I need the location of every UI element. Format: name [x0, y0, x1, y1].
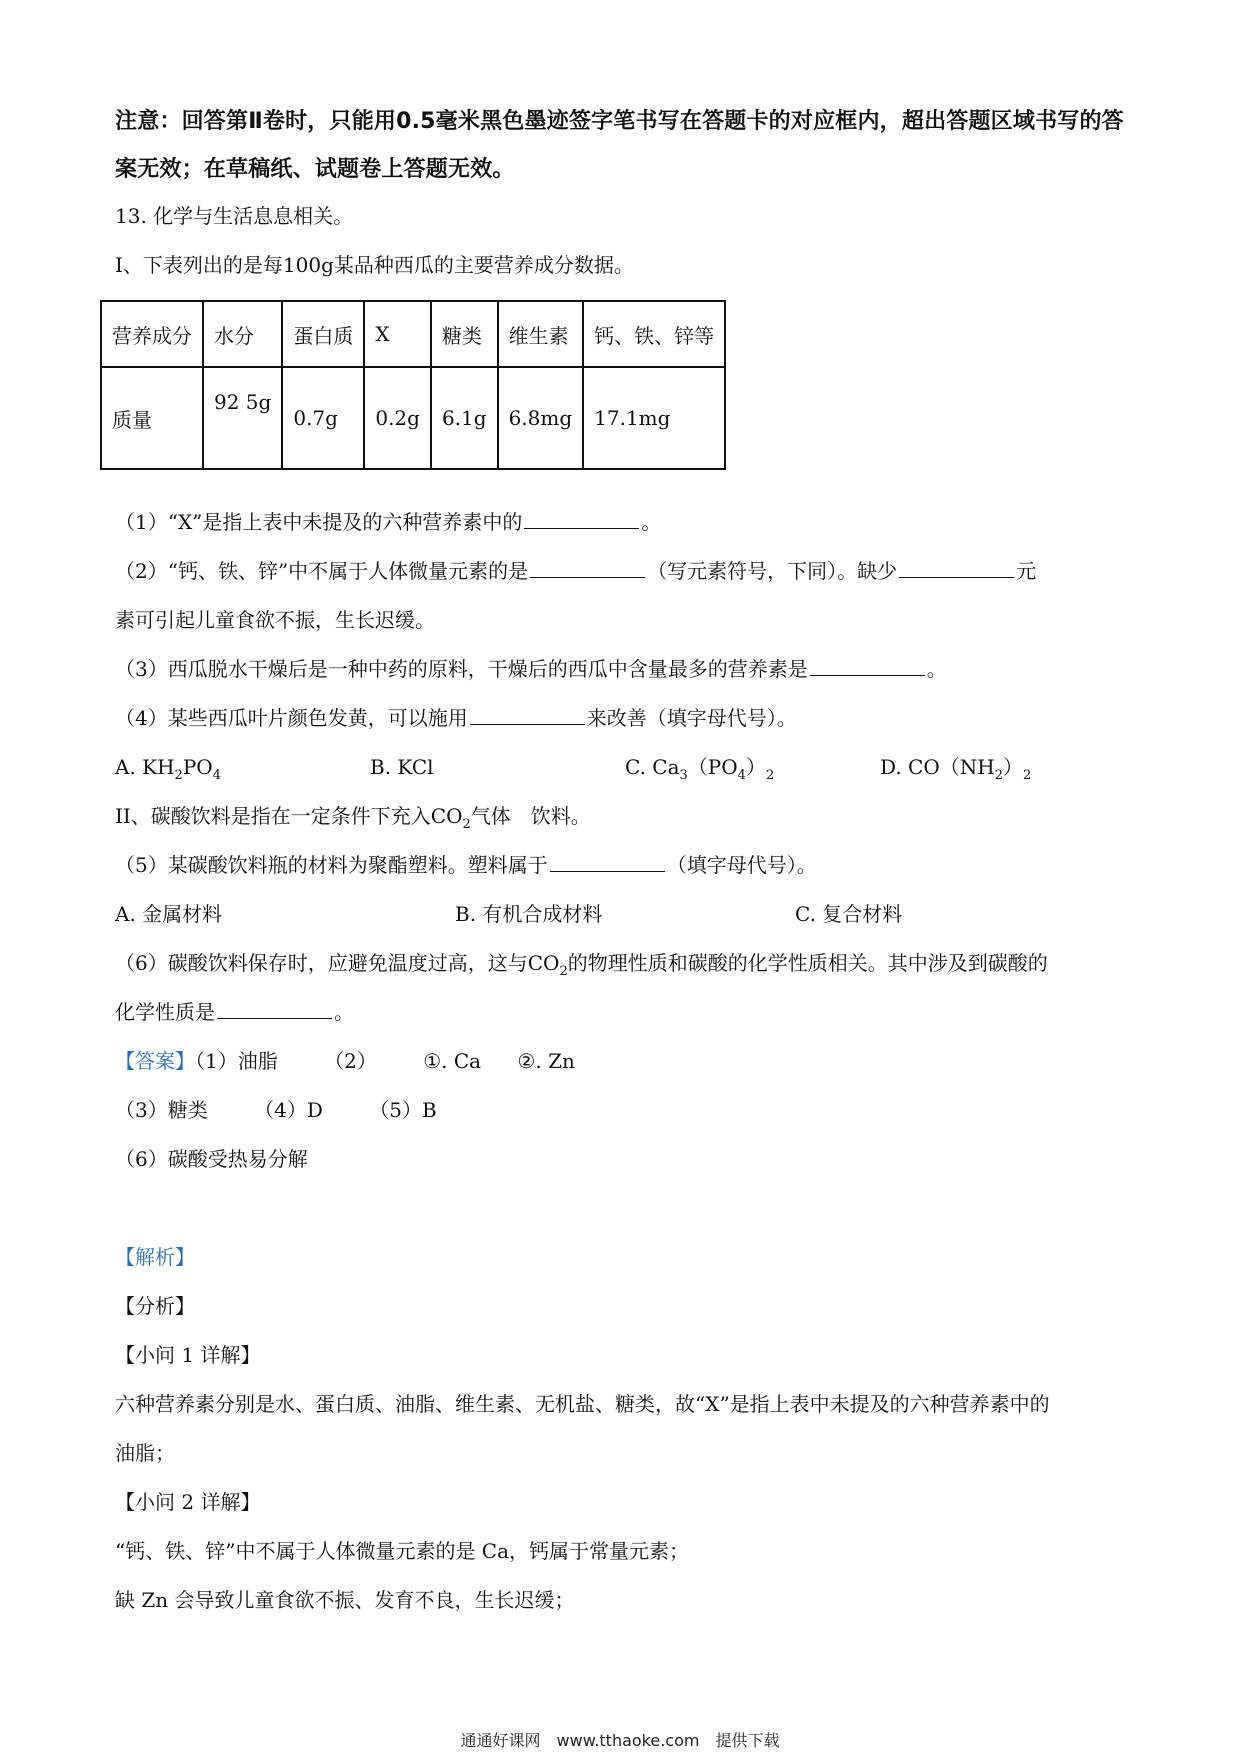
option-a: A. $KH_2PO_4$ [115, 755, 221, 783]
subquestion-2-heading: 【小问 2 详解】 [115, 1490, 261, 1514]
option-a: A. 金属材料 [115, 902, 223, 926]
answer-blank [217, 998, 332, 1019]
notice: 注意：回答第Ⅱ卷时，只能用0.5毫米黑色墨迹签字笔书写在答题卡的对应框内，超出答题区域书写的答案无效；在草稿纸、试题卷上答题无效。 [115, 109, 1124, 182]
table-cell: 92 5g [203, 367, 282, 469]
table-cell: 17.1mg [583, 367, 725, 469]
table-header-cell: X [364, 301, 431, 367]
question-3: （3）西瓜脱水干燥后是一种中药的原料，干燥后的西瓜中含量最多的营养素是 。 [115, 657, 947, 681]
table-cell: 6.8mg [498, 367, 584, 469]
question-5: （5）某碳酸饮料瓶的材料为聚酯塑料。塑料属于 （填字母代号）。 [115, 853, 817, 877]
answer-blank [530, 557, 645, 578]
option-b: B. KCl [370, 755, 434, 779]
document-page [112, 98, 1130, 1635]
subquestion-2-text: “钙、铁、锌”中不属于人体微量元素的是 Ca，钙属于常量元素； [115, 1539, 690, 1563]
subquestion-2-text-continued: 缺 Zn 会导致儿童食欲不振、发育不良，生长迟缓； [115, 1588, 575, 1612]
question-6-continued: 化学性质是 。 [115, 1000, 354, 1024]
table-header-cell: 钙、铁、锌等 [583, 301, 725, 367]
answer-blank [810, 655, 925, 676]
table-cell: 0.7g [282, 367, 364, 469]
subquestion-1-text-continued: 油脂； [115, 1441, 175, 1465]
answer-blank [550, 851, 665, 872]
answer-line-2: （3）糖类 （4）D （5）B [115, 1098, 437, 1122]
answer-label: 【答案】 [115, 1049, 195, 1073]
nutrition-table [100, 300, 726, 470]
part2-intro: II、碳酸饮料是指在一定条件下充入$CO_2$气体 饮料。 [115, 804, 591, 832]
subquestion-1-text: 六种营养素分别是水、蛋白质、油脂、维生素、无机盐、糖类，故“X”是指上表中未提及的六种营养素中的 [115, 1392, 1050, 1416]
part1-intro: I、下表列出的是每100g某品种西瓜的主要营养成分数据。 [115, 253, 634, 277]
question-2: （2）“钙、铁、锌”中不属于人体微量元素的是 （写元素符号，下同）。缺少 元 [115, 559, 1037, 583]
question-5-options [115, 900, 1130, 949]
table-header-cell: 蛋白质 [282, 301, 364, 367]
question-title: 13. 化学与生活息息相关。 [115, 204, 354, 228]
table-header-cell: 水分 [203, 301, 282, 367]
answer-line-1: 【答案】（1）油脂 （2） ①. Ca ②. Zn [115, 1049, 575, 1073]
table-cell: 0.2g [364, 367, 431, 469]
question-4: （4）某些西瓜叶片颜色发黄，可以施用 来改善（填字母代号）。 [115, 706, 797, 730]
analysis-label: 【解析】 [115, 1245, 195, 1269]
subquestion-1-heading: 【小问 1 详解】 [115, 1343, 261, 1367]
question-2-continued: 素可引起儿童食欲不振，生长迟缓。 [115, 608, 435, 632]
spacer [115, 1194, 1130, 1243]
option-d: D. $CO(NH_2)_2$ [880, 755, 1032, 783]
table-cell: 6.1g [431, 367, 498, 469]
table-header-cell: 维生素 [498, 301, 584, 367]
option-b: B. 有机合成材料 [455, 902, 603, 926]
table-header-cell: 糖类 [431, 301, 498, 367]
question-6: （6）碳酸饮料保存时，应避免温度过高，这与$CO_2$的物理性质和碳酸的化学性质相关。其中涉及到碳酸的 [115, 951, 1048, 979]
question-1: （1）“X”是指上表中未提及的六种营养素中的 。 [115, 510, 662, 534]
table-cell: 质量 [101, 367, 203, 469]
table-header-cell: 营养成分 [101, 301, 203, 367]
answer-line-3: （6）碳酸受热易分解 [115, 1147, 308, 1171]
footer: 通通好课网 www.tthaoke.com 提供下载 [460, 1731, 780, 1750]
question-4-options [115, 753, 1130, 802]
answer-blank [470, 704, 585, 725]
analysis-fenxi: 【分析】 [115, 1294, 195, 1318]
answer-blank [899, 557, 1014, 578]
option-c: C. 复合材料 [795, 902, 903, 926]
option-c: C. $Ca_3(PO_4)_2$ [625, 755, 775, 783]
answer-blank [524, 508, 639, 529]
